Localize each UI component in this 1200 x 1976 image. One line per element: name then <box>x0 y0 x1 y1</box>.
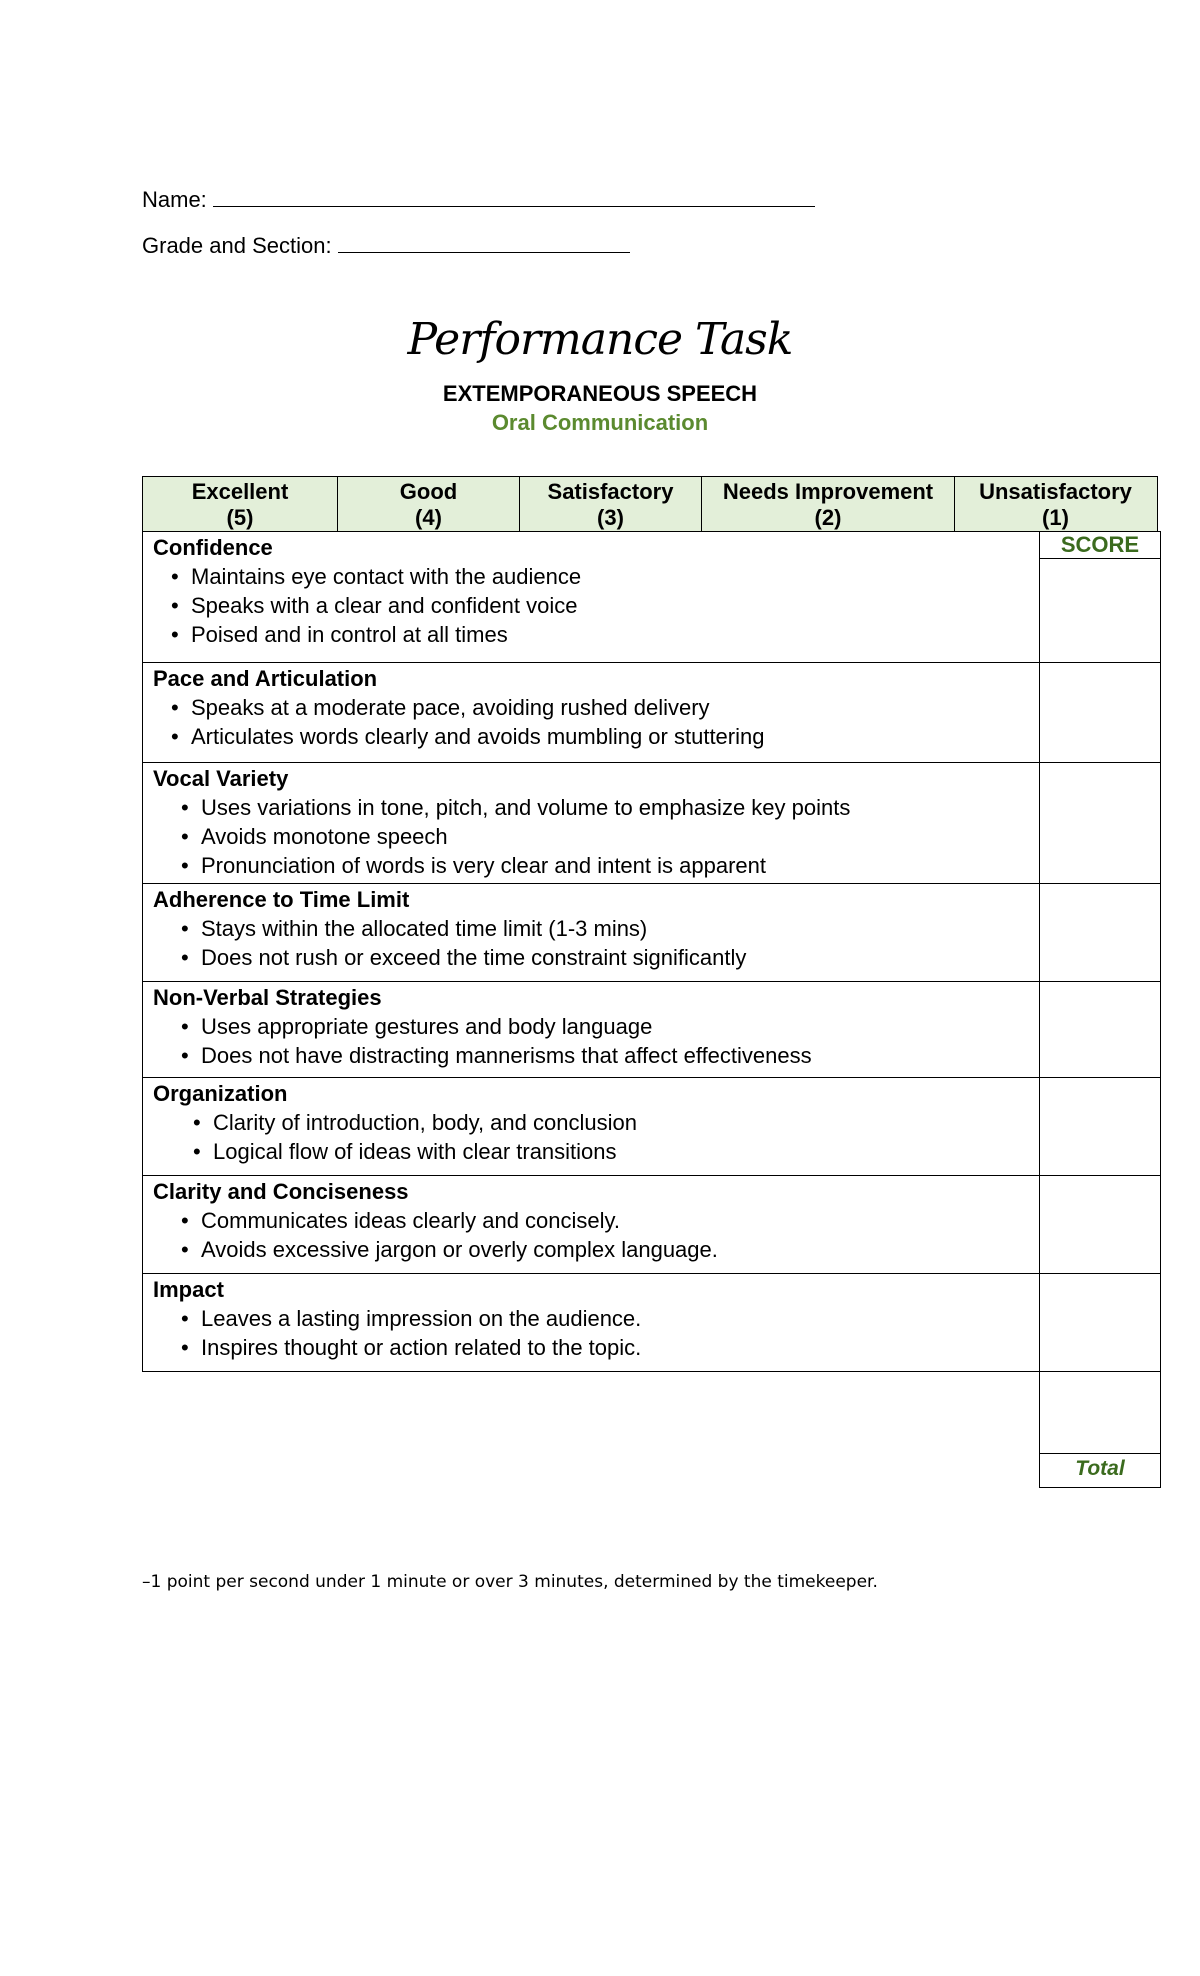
level-points: (5) <box>226 505 254 530</box>
performance-task-title: Performance Task <box>407 314 793 365</box>
score-header: SCORE <box>1040 532 1160 559</box>
criterion-cell <box>143 663 1040 763</box>
level-label: Unsatisfactory <box>979 479 1132 504</box>
criterion-cell <box>143 1078 1040 1176</box>
criterion-cell <box>143 1176 1040 1274</box>
criterion-item: • Does not rush or exceed the time constraint significantly <box>179 943 1029 972</box>
criterion-item: • Pronunciation of words is very clear and intent is apparent <box>179 851 1029 880</box>
rubric-table <box>142 531 1161 1488</box>
criterion-list <box>153 1012 1029 1070</box>
criterion-title: Adherence to Time Limit <box>153 887 410 912</box>
total-score-row <box>143 1372 1161 1454</box>
criterion-item: • Leaves a lasting impression on the audience. <box>179 1304 1029 1333</box>
criterion-item: • Speaks at a moderate pace, avoiding rushed delivery <box>169 693 1029 722</box>
score-cell[interactable] <box>1040 532 1161 663</box>
criterion-item: • Speaks with a clear and confident voice <box>169 591 1029 620</box>
criterion-row <box>143 1274 1161 1372</box>
criterion-list <box>153 1108 1029 1166</box>
criterion-list <box>153 693 1029 751</box>
level-excellent <box>143 477 338 531</box>
criterion-title: Non-Verbal Strategies <box>153 985 382 1010</box>
criterion-list <box>153 1304 1029 1362</box>
name-label: Name: <box>142 187 207 212</box>
criterion-item: • Maintains eye contact with the audience <box>169 562 1029 591</box>
level-needs-improvement <box>702 477 955 531</box>
criterion-cell <box>143 532 1040 663</box>
criterion-item: • Communicates ideas clearly and concisely. <box>179 1206 1029 1235</box>
total-label: Total <box>1040 1454 1161 1488</box>
level-points: (3) <box>597 505 624 530</box>
subject-subtitle: Oral Communication <box>491 410 709 435</box>
name-blank-line[interactable] <box>213 186 815 207</box>
level-satisfactory <box>520 477 702 531</box>
criterion-item: • Uses appropriate gestures and body language <box>179 1012 1029 1041</box>
score-cell[interactable] <box>1040 663 1161 763</box>
level-label: Satisfactory <box>547 479 674 504</box>
grade-section-field[interactable] <box>142 232 630 259</box>
criterion-list <box>153 914 1029 972</box>
time-penalty-footnote: –1 point per second under 1 minute or over 3 minutes, determined by the timekeeper. <box>142 1572 878 1592</box>
level-unsatisfactory <box>955 477 1156 531</box>
criterion-row <box>143 763 1161 884</box>
level-points: (2) <box>814 505 842 530</box>
criterion-title: Impact <box>153 1277 224 1302</box>
criterion-cell <box>143 884 1040 982</box>
level-points: (1) <box>1042 505 1069 530</box>
level-label: Needs Improvement <box>722 479 934 504</box>
level-good <box>338 477 520 531</box>
criterion-list <box>153 793 1029 880</box>
criterion-row <box>143 663 1161 763</box>
score-cell[interactable] <box>1040 982 1161 1078</box>
criterion-cell <box>143 1274 1040 1372</box>
score-cell[interactable] <box>1040 884 1161 982</box>
score-cell[interactable] <box>1040 1176 1161 1274</box>
criterion-cell <box>143 763 1040 884</box>
total-score-cell[interactable] <box>1040 1372 1161 1454</box>
criterion-title: Pace and Articulation <box>153 666 378 691</box>
blank-cell <box>143 1372 1040 1454</box>
criterion-item: • Logical flow of ideas with clear transitions <box>191 1137 1029 1166</box>
criterion-list <box>153 562 1029 649</box>
name-field[interactable] <box>142 186 815 213</box>
total-label-row <box>143 1454 1161 1488</box>
criterion-row <box>143 532 1161 663</box>
criterion-item: • Poised and in control at all times <box>169 620 1029 649</box>
criterion-cell <box>143 982 1040 1078</box>
criterion-row <box>143 982 1161 1078</box>
criterion-title: Confidence <box>153 535 273 560</box>
grade-section-label: Grade and Section: <box>142 233 332 258</box>
criterion-list <box>153 1206 1029 1264</box>
grade-section-blank-line[interactable] <box>338 232 630 253</box>
task-title: EXTEMPORANEOUS SPEECH <box>442 381 758 406</box>
score-cell[interactable] <box>1040 1078 1161 1176</box>
criterion-item: • Avoids monotone speech <box>179 822 1029 851</box>
criterion-row <box>143 1078 1161 1176</box>
criterion-row <box>143 884 1161 982</box>
level-label: Good <box>399 479 458 504</box>
score-cell[interactable] <box>1040 763 1161 884</box>
criterion-title: Vocal Variety <box>153 766 289 791</box>
criterion-item: • Does not have distracting mannerisms that affect effectiveness <box>179 1041 1029 1070</box>
criterion-title: Clarity and Conciseness <box>153 1179 409 1204</box>
criterion-item: • Stays within the allocated time limit (1-3 mins) <box>179 914 1029 943</box>
level-label: Excellent <box>191 479 289 504</box>
level-points: (4) <box>415 505 442 530</box>
criterion-item: • Articulates words clearly and avoids mumbling or stuttering <box>169 722 1029 751</box>
criterion-title: Organization <box>153 1081 288 1106</box>
score-cell[interactable] <box>1040 1274 1161 1372</box>
blank-cell <box>143 1454 1040 1488</box>
criterion-item: • Uses variations in tone, pitch, and volume to emphasize key points <box>179 793 1029 822</box>
criterion-item: • Inspires thought or action related to the topic. <box>179 1333 1029 1362</box>
rating-scale-header <box>142 476 1158 532</box>
criterion-item: • Avoids excessive jargon or overly complex language. <box>179 1235 1029 1264</box>
criterion-item: • Clarity of introduction, body, and conclusion <box>191 1108 1029 1137</box>
criterion-row <box>143 1176 1161 1274</box>
